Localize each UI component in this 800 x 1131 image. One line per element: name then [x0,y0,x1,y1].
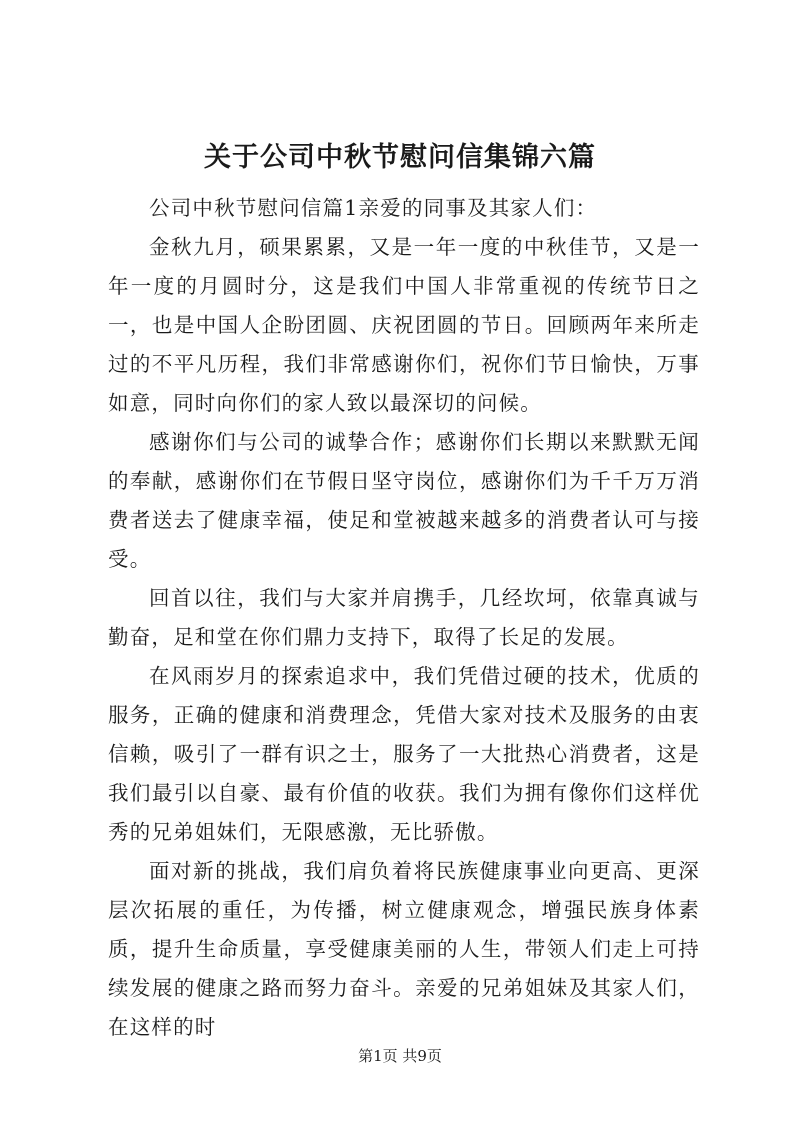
paragraph: 金秋九月，硕果累累，又是一年一度的中秋佳节，又是一年一度的月圆时分，这是我们中国人非常重视的传统节日之一，也是中国人企盼团圆、庆祝团圆的节日。回顾两年来所走过的不平凡历程，我们非常感谢你们，祝你们节日愉快，万事如意，同时向你们的家人致以最深切的问候。 [108,235,700,415]
paragraph: 回首以往，我们与大家并肩携手，几经坎坷，依靠真诚与勤奋，足和堂在你们鼎力支持下，取得了长足的发展。 [108,586,700,649]
paragraph: 面对新的挑战，我们肩负着将民族健康事业向更高、更深层次拓展的重任，为传播，树立健康观念，增强民族身体素质，提升生命质量，享受健康美丽的人生，带领人们走上可持续发展的健康之路而努力奋斗。亲爱的兄弟姐妹及其家人们，在这样的时 [108,859,700,1039]
paragraph: 在风雨岁月的探索追求中，我们凭借过硬的技术，优质的服务，正确的健康和消费理念，凭借大家对技术及服务的由衷信赖，吸引了一群有识之士，服务了一大批热心消费者，这是我们最引以自豪、最有价值的收获。我们为拥有像你们这样优秀的兄弟姐妹们，无限感激，无比骄傲。 [108,664,700,844]
document-title: 关于公司中秋节慰问信集锦六篇 [204,142,596,173]
page-footer: 第1页 共9页 [358,1047,442,1065]
paragraph-greeting: 公司中秋节慰问信篇1亲爱的同事及其家人们： [149,196,598,220]
document-body [108,189,700,1047]
paragraph: 感谢你们与公司的诚挚合作；感谢你们长期以来默默无闻的奉献，感谢你们在节假日坚守岗位，感谢你们为千千万万消费者送去了健康幸福，使足和堂被越来越多的消费者认可与接受。 [108,430,700,571]
